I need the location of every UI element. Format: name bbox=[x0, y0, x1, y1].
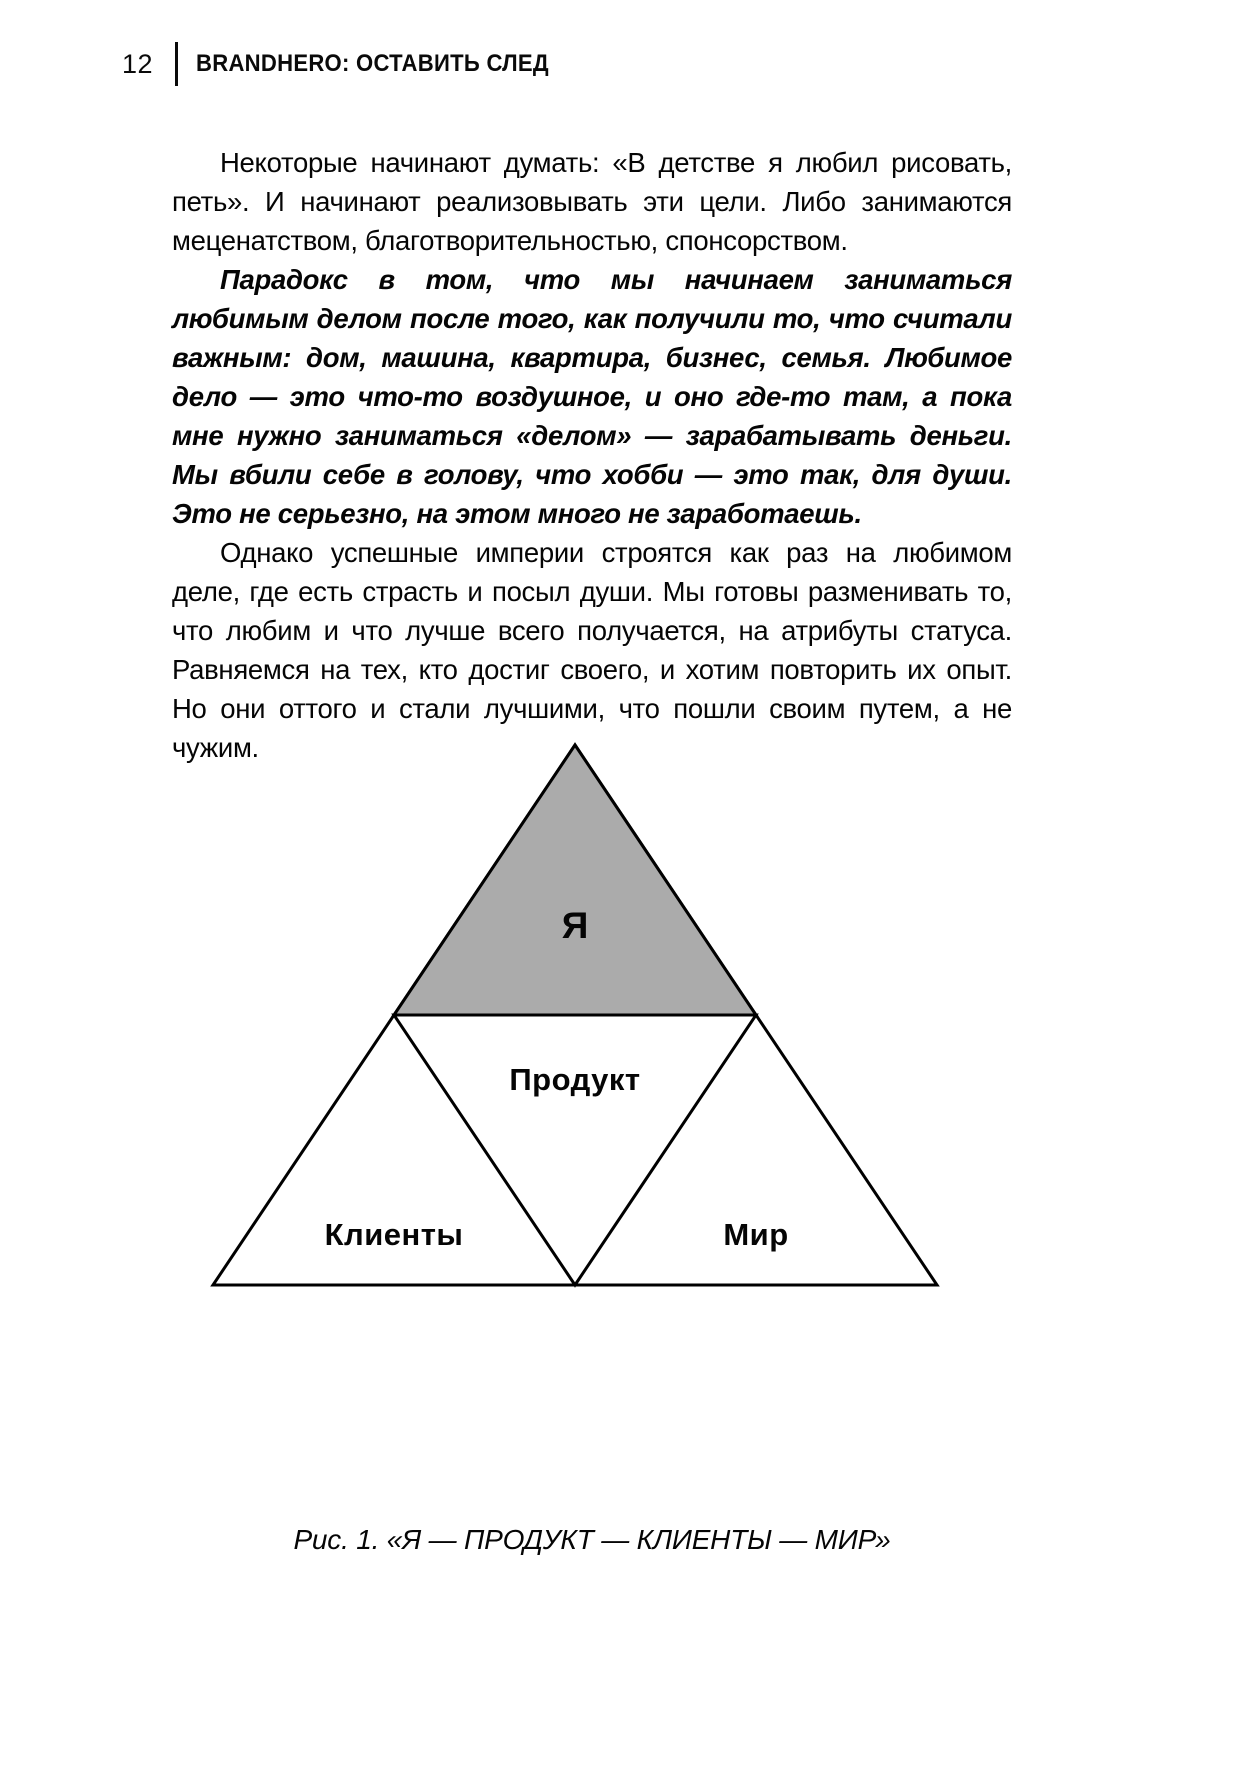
page-number: 12 bbox=[122, 48, 154, 79]
paragraph-1: Некоторые начинают думать: «В детстве я любил рисовать, петь». И начинают реализовывать эти цели. Либо занимаются меценатством, благотворительностью, спонсорством. bbox=[172, 147, 1012, 256]
running-title: BRANDHERO: ОСТАВИТЬ СЛЕД bbox=[196, 50, 549, 77]
paragraph-3: Однако успешные империи строятся как раз на любимом деле, где есть страсть и посыл души. Мы готовы разменивать то, что любим и что лучше всего получается, на атрибуты статуса. Равняемся на тех, кто достиг своего, и хотим повторить их опыт. Но они оттого и стали лучшими, что пошли своим путем, а не чужим. bbox=[172, 537, 1012, 763]
label-ya: Я bbox=[561, 905, 589, 946]
figure-caption: Рис. 1. «Я — ПРОДУКТ — КЛИЕНТЫ — МИР» bbox=[293, 1524, 891, 1555]
top-triangle bbox=[394, 745, 756, 1015]
label-world: Мир bbox=[723, 1217, 789, 1252]
label-product: Продукт bbox=[509, 1062, 641, 1097]
paragraph-2-italic: Парадокс в том, что мы начинаем заниматься любимым делом после того, как получили то, что считали важным: дом, машина, квартира, бизнес, семья. Любимое дело — это что-то воздушное, и оно где-то там, а пока мне нужно заниматься «делом» — зарабатывать деньги. Мы вбили себе в голову, что хобби — это так, для души. Это не серьезно, на этом много не заработаешь. bbox=[172, 264, 1012, 529]
label-clients: Клиенты bbox=[324, 1217, 464, 1252]
